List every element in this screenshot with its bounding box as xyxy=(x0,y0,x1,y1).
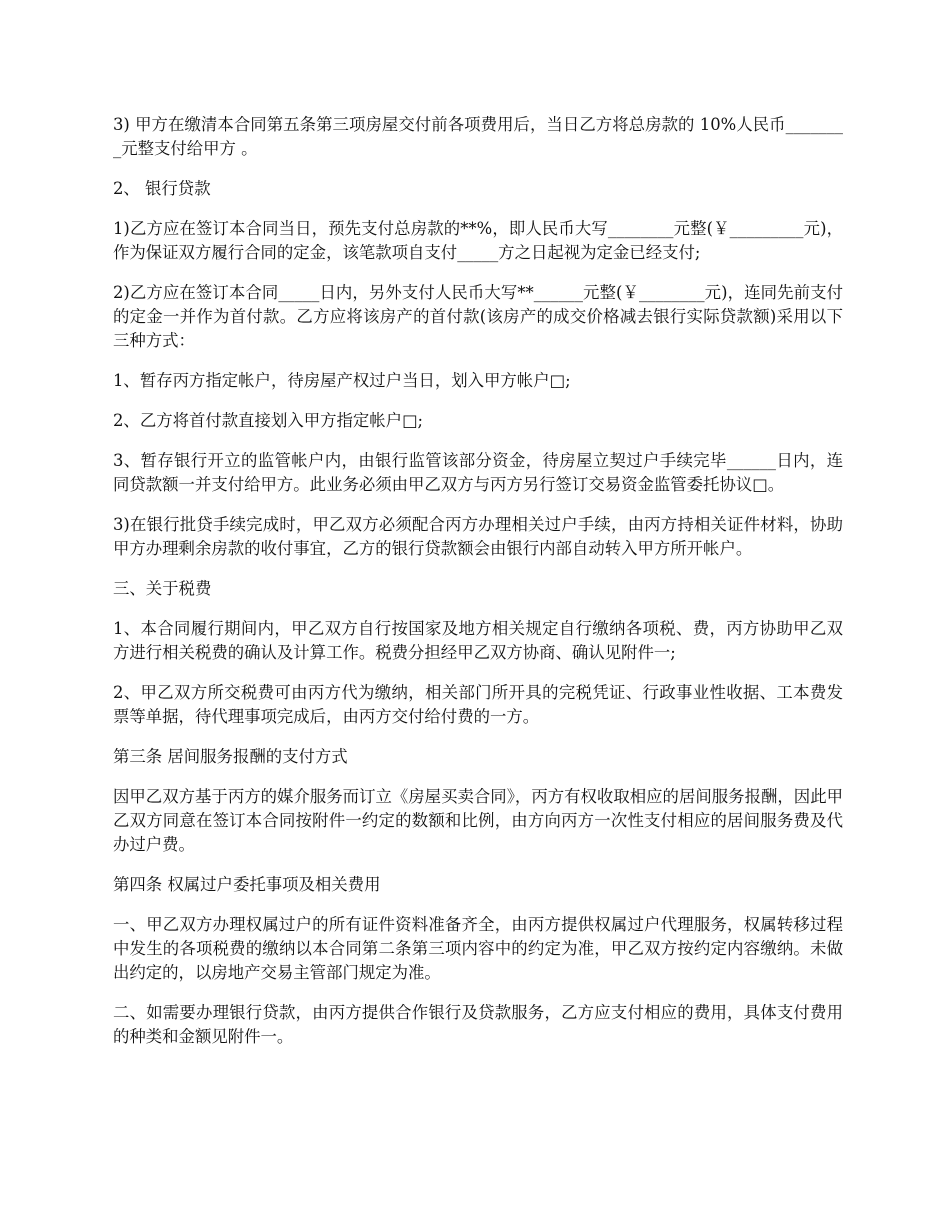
paragraph-title-transfer: 一、甲乙双方办理权属过户的所有证件资料准备齐全，由丙方提供权属过户代理服务，权属转移过程中发生的各项税费的缴纳以本合同第二条第三项内容中的约定为准，甲乙双方按约定内容缴纳。未做出约定的，以房地产交易主管部门规定为准。 xyxy=(113,915,843,982)
option-escrow-account: 1、暂存丙方指定帐户，待房屋产权过户当日，划入甲方帐户□; xyxy=(113,371,571,390)
paragraph-down-payment: 2)乙方应在签订本合同_____日内，另外支付人民币大写**______元整(￥________元)，连同先前支付的定金一并作为首付款。乙方应将该房产的首付款(该房产的成交价格减去银行实际贷款额)采用以下三种方式： xyxy=(113,283,843,350)
option-direct-transfer: 2、乙方将首付款直接划入甲方指定帐户□; xyxy=(113,411,424,430)
document-page xyxy=(113,113,843,1065)
paragraph-brokerage-fee: 因甲乙双方基于丙方的媒介服务而订立《房屋买卖合同》，丙方有权收取相应的居间服务报酬，因此甲乙双方同意在签订本合同按附件一约定的数额和比例，由方向丙方一次性支付相应的居间服务费及代办过户费。 xyxy=(113,787,843,854)
option-bank-supervised-account: 3、暂存银行开立的监管帐户内，由银行监管该部分资金，待房屋立契过户手续完毕______日内，连同贷款额一并支付给甲方。此业务必须由甲乙双方与丙方另行签订交易资金监管委托协议□。 xyxy=(113,451,843,494)
paragraph-deposit: 1)乙方应在签订本合同当日，预先支付总房款的**%，即人民币大写________元整(￥_________元)，作为保证双方履行合同的定金，该笔款项自支付_____方之日起视为定金已经支付; xyxy=(113,219,843,262)
heading-bank-loan: 2、 银行贷款 xyxy=(113,179,211,198)
paragraph-loan-approval: 3)在银行批贷手续完成时，甲乙双方必须配合丙方办理相关过户手续，由丙方持相关证件材料，协助甲方办理剩余房款的收付事宜，乙方的银行贷款额会由银行内部自动转入甲方所开帐户。 xyxy=(113,515,843,558)
paragraph-bank-loan-service: 二、如需要办理银行贷款，由丙方提供合作银行及贷款服务，乙方应支付相应的费用，具体支付费用的种类和金额见附件一。 xyxy=(113,1003,843,1046)
paragraph-payment-10-percent: 3) 甲方在缴清本合同第五条第三项房屋交付前各项费用后，当日乙方将总房款的 10%人民币________元整支付给甲方 。 xyxy=(113,115,843,158)
heading-article-3: 第三条 居间服务报酬的支付方式 xyxy=(113,747,348,766)
heading-taxes: 三、关于税费 xyxy=(113,579,212,598)
paragraph-tax-payment: 1、本合同履行期间内，甲乙双方自行按国家及地方相关规定自行缴纳各项税、费，丙方协助甲乙双方进行相关税费的确认及计算工作。税费分担经甲乙双方协商、确认见附件一; xyxy=(113,619,843,662)
paragraph-tax-receipts: 2、甲乙双方所交税费可由丙方代为缴纳，相关部门所开具的完税凭证、行政事业性收据、工本费发票等单据，待代理事项完成后，由丙方交付给付费的一方。 xyxy=(113,683,843,726)
heading-article-4: 第四条 权属过户委托事项及相关费用 xyxy=(113,875,381,894)
